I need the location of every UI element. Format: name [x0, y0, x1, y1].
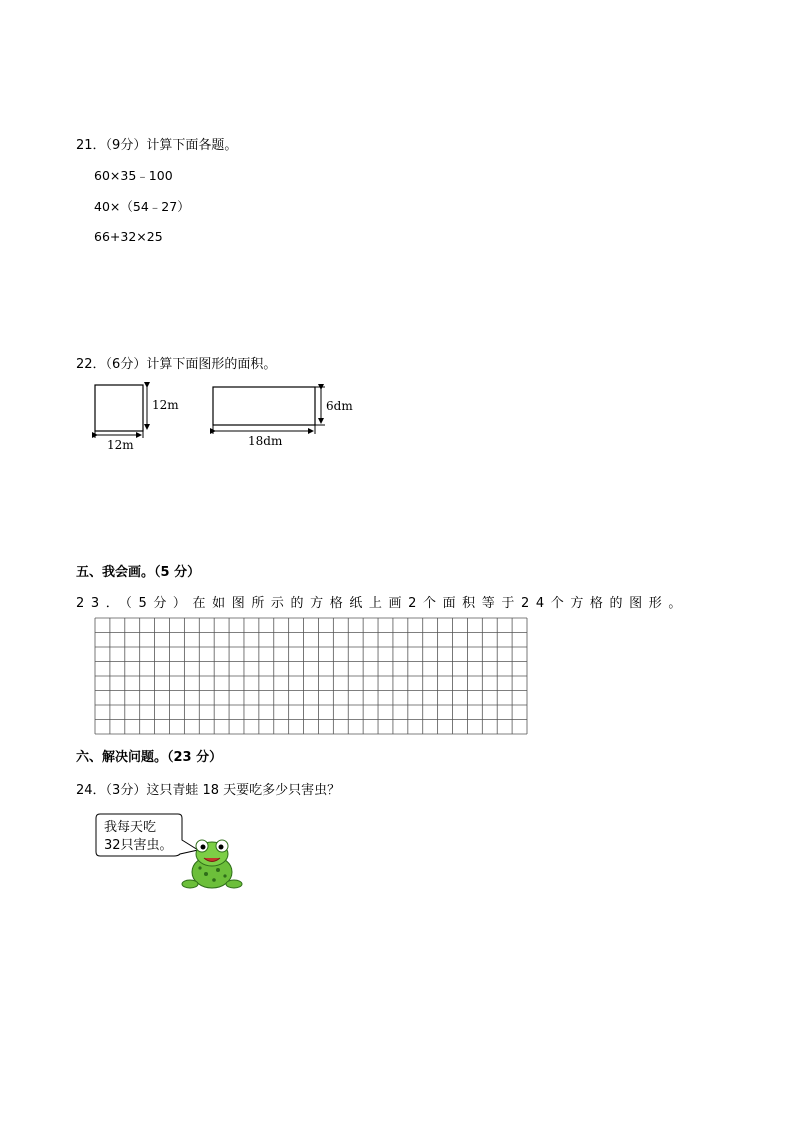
q23-title: 23．（5分）在如图所示的方格纸上画2个面积等于24个方格的图形。 — [76, 596, 688, 611]
rect-side-label: 6dm — [326, 399, 353, 413]
q24-title: 24．（3分）这只青蛙 18 天要吃多少只害虫？ — [76, 783, 341, 798]
q21-title: 21．（9分）计算下面各题。 — [76, 138, 238, 153]
section-6-title: 六、解决问题。（23 分） — [76, 750, 223, 765]
grid-paper — [94, 617, 528, 735]
square-shape — [95, 385, 143, 431]
rect-bottom-label: 18dm — [248, 434, 283, 448]
q21-expr-2: 40×（54﹣27） — [94, 199, 190, 214]
section-5-title: 五、我会画。（5 分） — [76, 565, 201, 580]
q21-expr-3: 66+32×25 — [94, 229, 163, 244]
q21-expr-1: 60×35﹣100 — [94, 168, 173, 183]
q22-title: 22．（6分）计算下面图形的面积。 — [76, 357, 277, 372]
speech-line-1: 我每天吃 — [104, 820, 157, 835]
speech-line-2: 32只害虫。 — [104, 838, 173, 853]
q22-figures — [90, 380, 360, 455]
frog-picture — [94, 810, 244, 896]
square-bottom-label: 12m — [107, 438, 134, 452]
square-side-label: 12m — [152, 398, 179, 412]
grid-svg — [94, 617, 528, 735]
rect-shape — [213, 387, 315, 425]
